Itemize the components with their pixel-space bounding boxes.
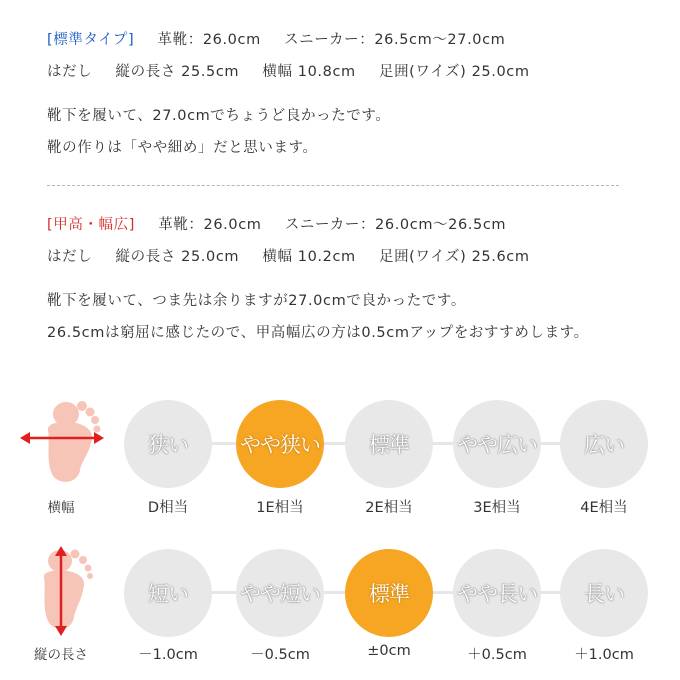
wide-spec-line: [47, 215, 506, 235]
width-scale-option: やや広い: [453, 400, 541, 488]
length-scale-option: 短い: [124, 549, 212, 637]
length-scale: [0, 545, 680, 670]
length-scale-option: 標準: [345, 549, 433, 637]
standard-shoes-size: 革靴：26.0cm: [157, 32, 261, 48]
length-scale-caption: ±0cm: [367, 643, 411, 659]
wide-type-tag: [甲高・幅広]: [47, 217, 136, 233]
wide-barefoot-label: はだし: [47, 249, 93, 265]
width-scale-caption: 2E相当: [365, 500, 413, 516]
wide-comment-1: 靴下を履いて、つま先は余りますが27.0cmで良かったです。: [47, 293, 466, 309]
width-scale-option: やや狭い: [236, 400, 324, 488]
length-scale-option: やや長い: [453, 549, 541, 637]
section-divider: [47, 185, 619, 186]
wide-girth: 足囲(ワイズ) 25.6cm: [378, 249, 530, 265]
standard-girth: 足囲(ワイズ) 25.0cm: [378, 64, 530, 80]
standard-comment-2: 靴の作りは「やや細め」だと思います。: [47, 140, 318, 156]
length-scale-option: やや短い: [236, 549, 324, 637]
standard-length: 縦の長さ 25.5cm: [115, 64, 240, 80]
width-scale-option: 広い: [560, 400, 648, 488]
wide-comment-2: 26.5cmは窮屈に感じたので、甲高幅広の方は0.5cmアップをおすすめします。: [47, 325, 589, 341]
width-scale-caption: 3E相当: [473, 500, 521, 516]
wide-shoes-size: 革靴：26.0cm: [158, 217, 262, 233]
width-scale: [0, 398, 680, 523]
standard-sneaker-size: スニーカー：26.5cm〜27.0cm: [284, 32, 506, 48]
length-scale-caption: ＋0.5cm: [467, 647, 527, 663]
standard-type-tag: [標準タイプ]: [47, 32, 135, 48]
width-scale-option: 狭い: [124, 400, 212, 488]
length-scale-label: 縦の長さ: [34, 647, 88, 663]
foot-length-icon: [16, 545, 106, 640]
wide-length: 縦の長さ 25.0cm: [115, 249, 240, 265]
standard-comment-1: 靴下を履いて、27.0cmでちょうど良かったです。: [47, 108, 391, 124]
standard-width: 横幅 10.8cm: [262, 64, 356, 80]
width-scale-option: 標準: [345, 400, 433, 488]
length-scale-caption: －1.0cm: [138, 647, 198, 663]
wide-width: 横幅 10.2cm: [262, 249, 356, 265]
width-scale-caption: 1E相当: [256, 500, 304, 516]
wide-barefoot-line: [47, 247, 530, 267]
foot-width-icon: [18, 398, 108, 488]
length-scale-caption: ＋1.0cm: [574, 647, 634, 663]
width-scale-caption: D相当: [147, 500, 189, 516]
wide-sneaker-size: スニーカー：26.0cm〜26.5cm: [284, 217, 507, 233]
standard-barefoot-label: はだし: [47, 64, 93, 80]
width-scale-caption: 4E相当: [580, 500, 628, 516]
width-scale-label: 横幅: [47, 500, 75, 516]
length-scale-option: 長い: [560, 549, 648, 637]
standard-spec-line: [47, 30, 505, 50]
length-scale-caption: －0.5cm: [250, 647, 310, 663]
standard-barefoot-line: [47, 62, 530, 82]
